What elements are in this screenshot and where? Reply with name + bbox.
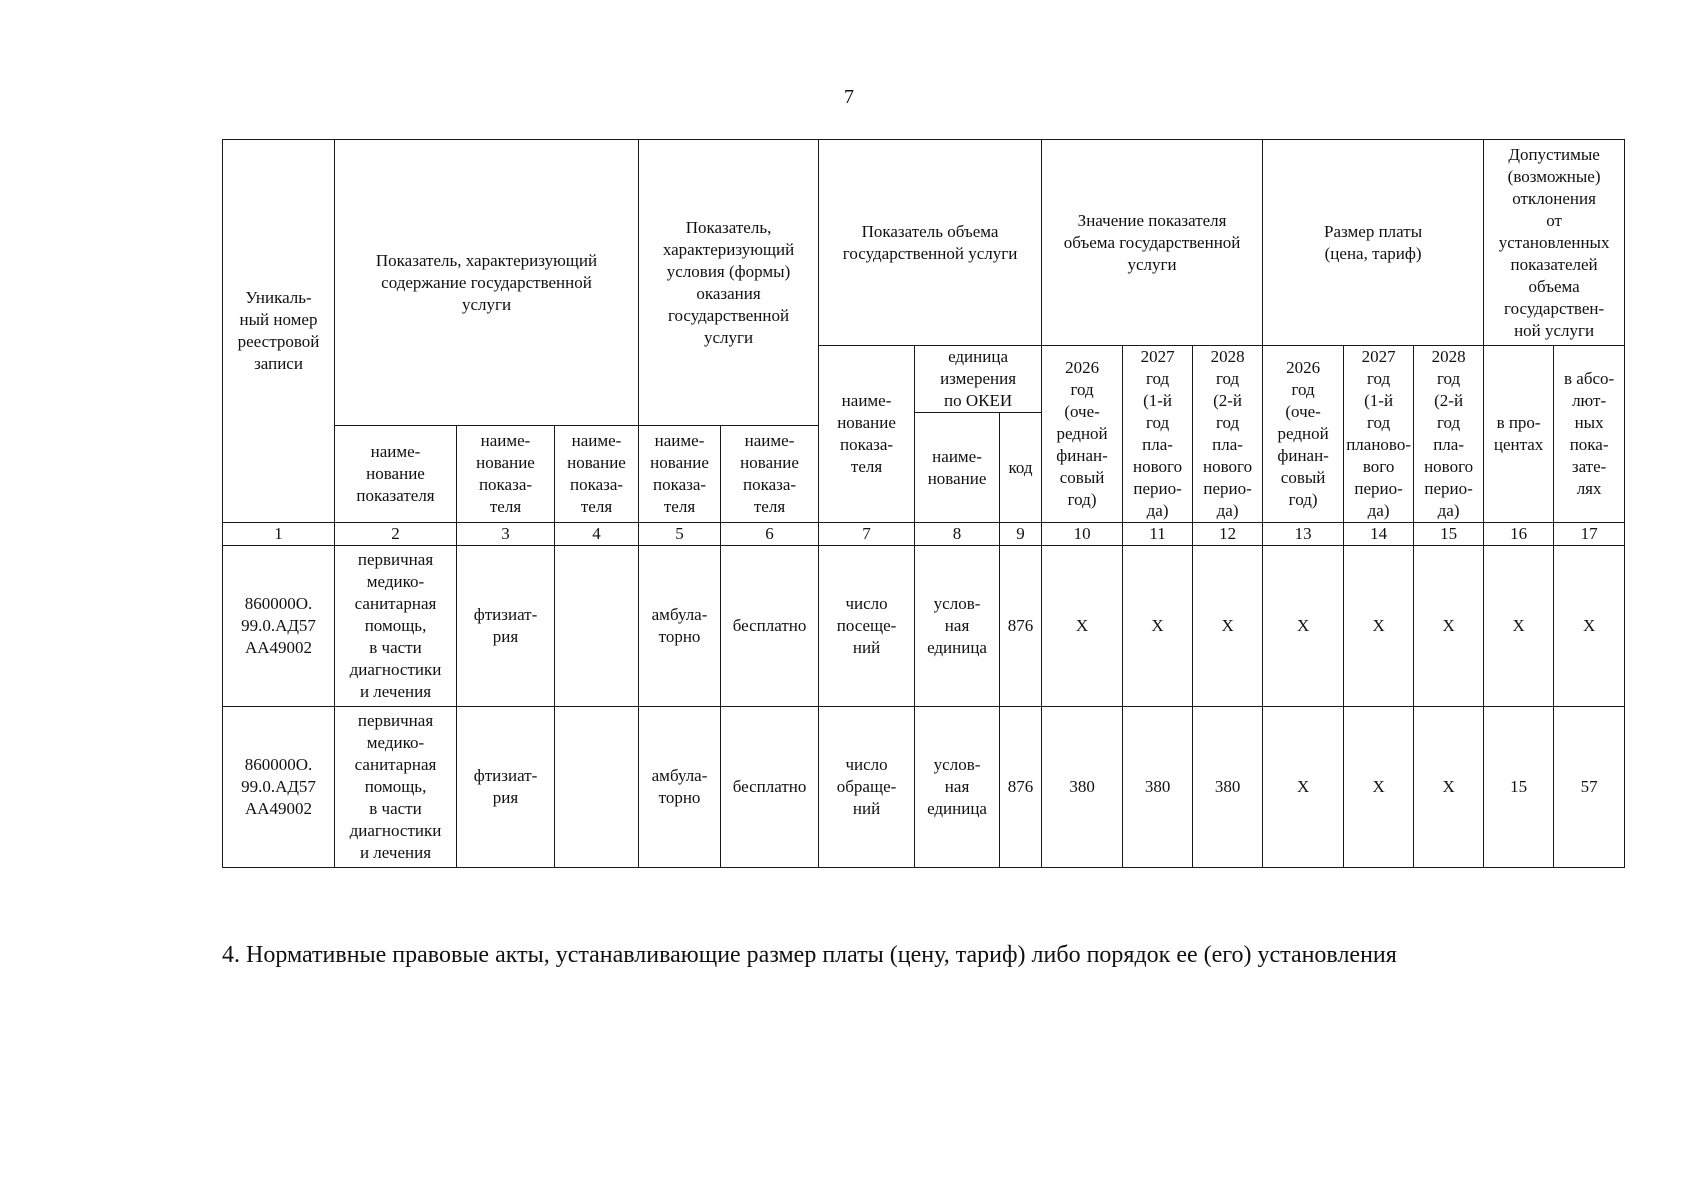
column-number-cell: 12 (1193, 523, 1263, 546)
column-number-cell: 11 (1123, 523, 1193, 546)
value-2026-cell: Х (1042, 546, 1123, 707)
condition-indicator-1-cell: амбула- торно (639, 546, 721, 707)
deviation-absolute-cell: Х (1554, 546, 1625, 707)
column-number-cell: 2 (335, 523, 457, 546)
condition-indicator-1-cell: амбула- торно (639, 707, 721, 868)
header-condition-name-1: наиме- нование показа- теля (639, 426, 721, 523)
content-indicator-3-cell (555, 707, 639, 868)
value-2026-cell: 380 (1042, 707, 1123, 868)
header-registry-number: Уникаль- ный номер реестровой записи (223, 140, 335, 523)
fee-2027-cell: Х (1344, 707, 1414, 868)
volume-indicator-name-cell: число посеще- ний (819, 546, 915, 707)
column-number-cell: 1 (223, 523, 335, 546)
content-indicator-2-cell: фтизиат- рия (457, 707, 555, 868)
header-deviation-absolute: в абсо- лют- ных пока- зате- лях (1554, 346, 1625, 523)
header-okei-code: код (1000, 413, 1042, 523)
header-value-2028: 2028 год (2-й год пла- нового перио- да) (1193, 346, 1263, 523)
value-2028-cell: 380 (1193, 707, 1263, 868)
column-number-cell: 4 (555, 523, 639, 546)
fee-2026-cell: Х (1263, 707, 1344, 868)
deviation-absolute-cell: 57 (1554, 707, 1625, 868)
value-2028-cell: Х (1193, 546, 1263, 707)
column-number-cell: 6 (721, 523, 819, 546)
column-number-cell: 7 (819, 523, 915, 546)
column-number-cell: 15 (1414, 523, 1484, 546)
header-content-name-2: наиме- нование показа- теля (457, 426, 555, 523)
header-condition-name-2: наиме- нование показа- теля (721, 426, 819, 523)
header-okei-unit: единица измерения по ОКЕИ (915, 346, 1042, 413)
column-number-cell: 3 (457, 523, 555, 546)
column-number-cell: 14 (1344, 523, 1414, 546)
header-content-name-3: наиме- нование показа- теля (555, 426, 639, 523)
column-number-cell: 16 (1484, 523, 1554, 546)
content-indicator-3-cell (555, 546, 639, 707)
header-value-2027: 2027 год (1-й год пла- нового перио- да) (1123, 346, 1193, 523)
column-number-cell: 13 (1263, 523, 1344, 546)
header-fee-2028: 2028 год (2-й год пла- нового перио- да) (1414, 346, 1484, 523)
table-row (223, 546, 1625, 707)
header-fee-2026: 2026 год (оче- редной финан- совый год) (1263, 346, 1344, 523)
value-2027-cell: 380 (1123, 707, 1193, 868)
fee-2026-cell: Х (1263, 546, 1344, 707)
column-number-cell: 9 (1000, 523, 1042, 546)
okei-code-cell: 876 (1000, 546, 1042, 707)
header-content-indicator: Показатель, характеризующий содержание государственной услуги (335, 140, 639, 426)
service-volume-table (222, 139, 1625, 868)
column-number-cell: 5 (639, 523, 721, 546)
header-okei-name: наиме- нование (915, 413, 1000, 523)
okei-code-cell: 876 (1000, 707, 1042, 868)
header-allowed-deviation: Допустимые (возможные) отклонения от установленных показателей объема государствен- ной услуги (1484, 140, 1625, 346)
column-number-cell: 17 (1554, 523, 1625, 546)
content-indicator-2-cell: фтизиат- рия (457, 546, 555, 707)
page-number: 7 (844, 86, 854, 108)
header-conditions-indicator: Показатель, характеризующий условия (формы) оказания государственной услуги (639, 140, 819, 426)
header-content-name-1: наиме- нование показателя (335, 426, 457, 523)
header-fee-2027: 2027 год (1-й год планово- вого перио- да) (1344, 346, 1414, 523)
value-2027-cell: Х (1123, 546, 1193, 707)
condition-indicator-2-cell: бесплатно (721, 707, 819, 868)
header-volume-indicator-name: наиме- нование показа- теля (819, 346, 915, 523)
registry-number-cell: 860000О. 99.0.АД57 АА49002 (223, 546, 335, 707)
section-heading: 4. Нормативные правовые акты, устанавливающие размер платы (цену, тариф) либо порядок ее (его) установления (222, 942, 1397, 968)
condition-indicator-2-cell: бесплатно (721, 546, 819, 707)
okei-name-cell: услов- ная единица (915, 707, 1000, 868)
column-number-cell: 8 (915, 523, 1000, 546)
header-value-2026: 2026 год (оче- редной финан- совый год) (1042, 346, 1123, 523)
registry-number-cell: 860000О. 99.0.АД57 АА49002 (223, 707, 335, 868)
deviation-percent-cell: Х (1484, 546, 1554, 707)
header-deviation-percent: в про- центах (1484, 346, 1554, 523)
volume-indicator-name-cell: число обраще- ний (819, 707, 915, 868)
header-volume-indicator: Показатель объема государственной услуги (819, 140, 1042, 346)
header-fee-amount: Размер платы (цена, тариф) (1263, 140, 1484, 346)
fee-2028-cell: Х (1414, 707, 1484, 868)
fee-2028-cell: Х (1414, 546, 1484, 707)
fee-2027-cell: Х (1344, 546, 1414, 707)
column-number-row (223, 523, 1625, 546)
column-number-cell: 10 (1042, 523, 1123, 546)
deviation-percent-cell: 15 (1484, 707, 1554, 868)
content-indicator-1-cell: первичная медико- санитарная помощь, в части диагностики и лечения (335, 707, 457, 868)
header-volume-value: Значение показателя объема государственной услуги (1042, 140, 1263, 346)
content-indicator-1-cell: первичная медико- санитарная помощь, в части диагностики и лечения (335, 546, 457, 707)
okei-name-cell: услов- ная единица (915, 546, 1000, 707)
table-body (223, 546, 1625, 868)
table-row (223, 707, 1625, 868)
